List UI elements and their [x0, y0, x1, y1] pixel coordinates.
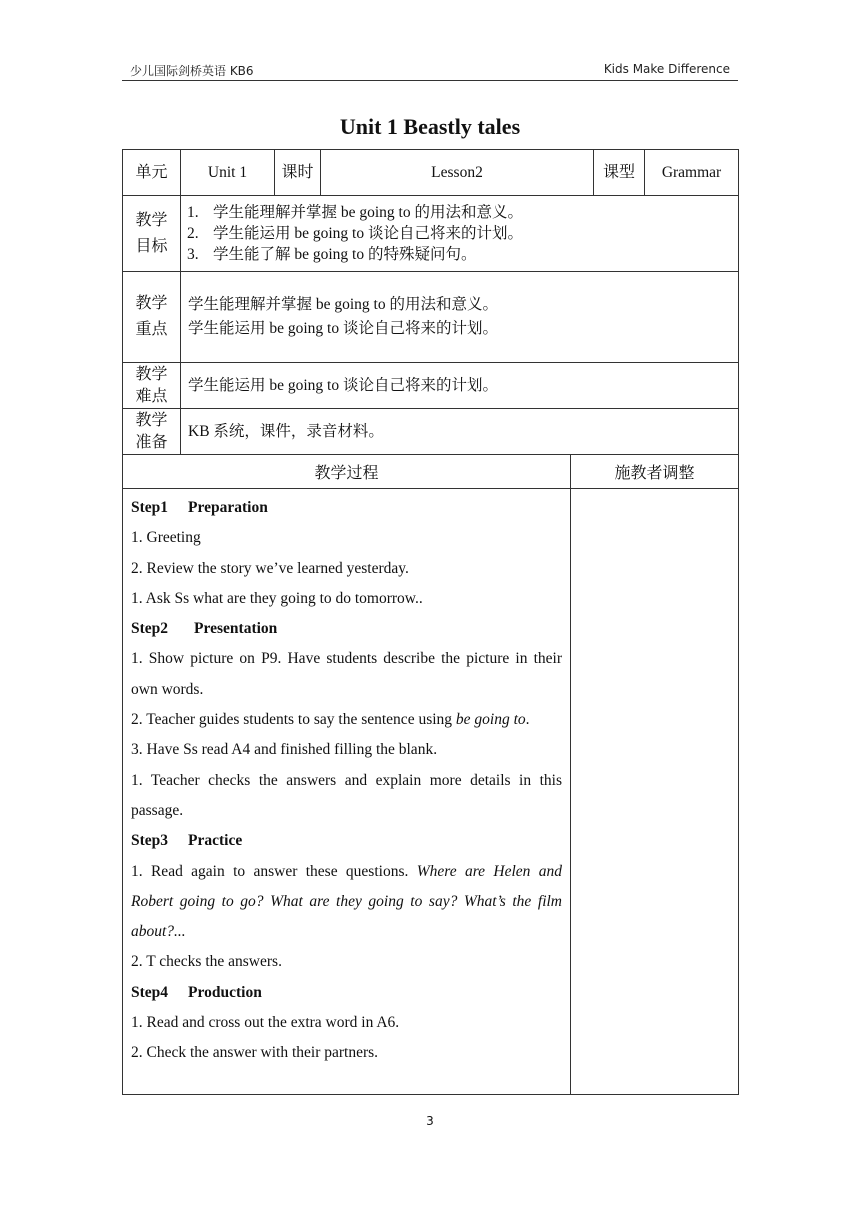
header-left: 少儿国际剑桥英语 KB6 [130, 64, 254, 78]
step-item: 2. Check the answer with their partners. [131, 1044, 379, 1062]
preparation-text: KB 系统，课件，录音材料。 [181, 409, 739, 455]
info-row [123, 150, 739, 196]
step-item: 2. Teacher guides students to say the sentence using be going to. [131, 711, 530, 729]
page-number: 3 [426, 1114, 434, 1128]
difficulty-text: 学生能运用 be going to 谈论自己将来的计划。 [181, 363, 739, 409]
type-value: Grammar [645, 150, 739, 196]
objectives-row [123, 196, 739, 272]
unit-label: 单元 [123, 150, 181, 196]
step-heading: Step1 Preparation [131, 499, 268, 516]
key-points-text: 学生能理解并掌握 be going to 的用法和意义。 学生能运用 be going to 谈论自己将来的计划。 [181, 272, 739, 363]
objectives-list [181, 196, 739, 272]
step-heading: Step4 Production [131, 983, 262, 1001]
process-row [123, 489, 739, 1095]
step-item: 1. Greeting [131, 529, 201, 547]
process-header: 教学过程 [123, 455, 571, 489]
header-divider [122, 80, 738, 81]
step-heading: Step2 Presentation [131, 620, 278, 638]
key-points-row [123, 272, 739, 363]
step-heading: Step3 Practice [131, 832, 243, 850]
header-right: Kids Make Difference [603, 62, 730, 76]
list-item: 3. 学生能了解 be going to 的特殊疑问句。 [187, 246, 477, 263]
lesson-value: Lesson2 [321, 150, 594, 196]
unit-value: Unit 1 [181, 150, 275, 196]
step-item: 1. Ask Ss what are they going to do tomorrow.. [131, 589, 423, 607]
difficulty-row [123, 363, 739, 409]
process-header-row [123, 455, 739, 489]
type-label: 课型 [594, 150, 645, 196]
lesson-plan-table [122, 149, 739, 1095]
step-item: 1. Teacher checks the answers and explain more details in this passage. [131, 771, 562, 819]
step-item: 3. Have Ss read A4 and finished filling the blank. [131, 741, 438, 759]
process-content [123, 489, 571, 1095]
adjustment-cell [571, 489, 739, 1095]
list-item: 2. 学生能运用 be going to 谈论自己将来的计划。 [187, 225, 523, 242]
list-item: 1. 学生能理解并掌握 be going to 的用法和意义。 [187, 204, 523, 221]
difficulty-label: 教学 难点 [123, 363, 181, 409]
step-item: 1. Read again to answer these questions. Where are Helen and Robert going to go? What are they going to say? What’s the film about?... [131, 862, 562, 941]
step-item: 1. Show picture on P9. Have students describe the picture in their own words. [131, 650, 562, 698]
step-item: 2. Review the story we’ve learned yesterday. [131, 559, 409, 577]
key-points-label: 教学 重点 [123, 272, 181, 363]
preparation-row [123, 409, 739, 455]
objectives-label: 教学 目标 [123, 196, 181, 272]
adjustment-header: 施教者调整 [571, 455, 739, 489]
page-title: Unit 1 Beastly tales [339, 114, 521, 139]
step-item: 2. T checks the answers. [131, 953, 282, 971]
step-item: 1. Read and cross out the extra word in A6. [131, 1014, 400, 1032]
preparation-label: 教学 准备 [123, 409, 181, 455]
lesson-label: 课时 [275, 150, 321, 196]
